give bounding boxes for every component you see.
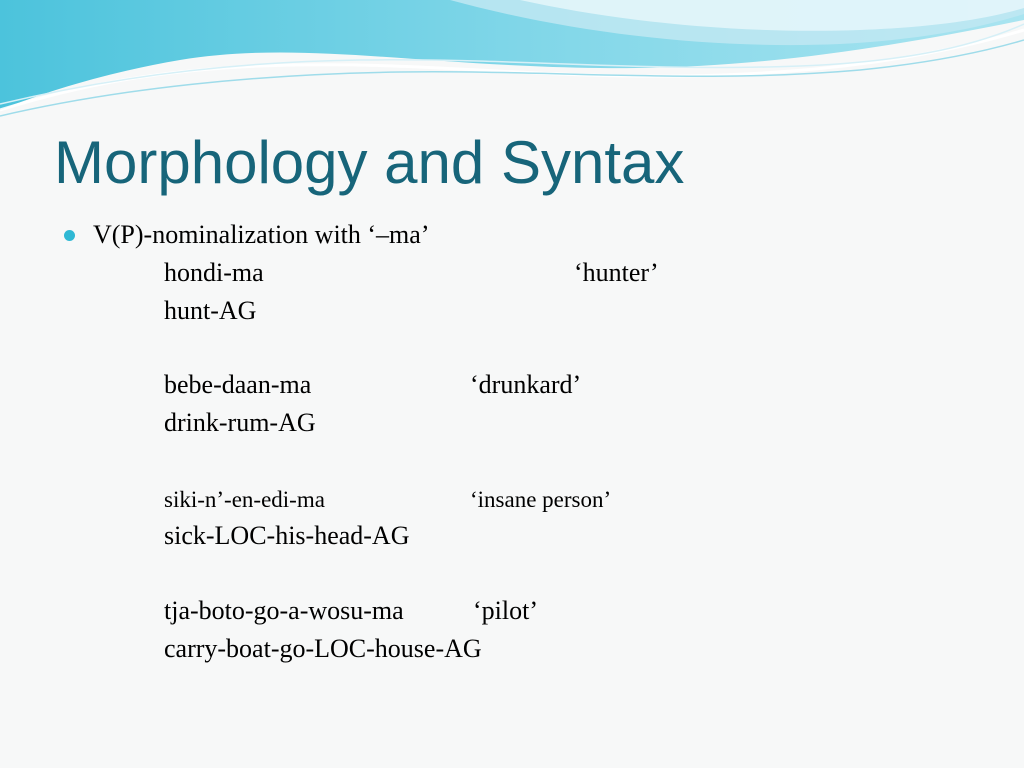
example-parse: carry-boat-go-LOC-house-AG [164, 634, 482, 663]
example-gloss: ‘drunkard’ [470, 370, 582, 399]
example-parse: drink-rum-AG [164, 408, 316, 437]
example-parse: hunt-AG [164, 296, 257, 325]
example-form: bebe-daan-ma [164, 370, 312, 399]
example-form: hondi-ma [164, 258, 264, 287]
example-gloss: ‘insane person’ [470, 487, 612, 512]
header-wave-decoration [0, 0, 1024, 130]
example-gloss: ‘pilot’ [473, 596, 538, 625]
bullet-text: V(P)-nominalization with ‘–ma’ [93, 220, 430, 249]
slide-title: Morphology and Syntax [54, 129, 685, 196]
example-form: siki-n’-en-edi-ma [164, 487, 325, 512]
bullet-dot-icon [64, 230, 75, 241]
example-gloss: ‘hunter’ [574, 258, 659, 287]
example-parse: sick-LOC-his-head-AG [164, 521, 410, 550]
example-form: tja-boto-go-a-wosu-ma [164, 596, 404, 625]
